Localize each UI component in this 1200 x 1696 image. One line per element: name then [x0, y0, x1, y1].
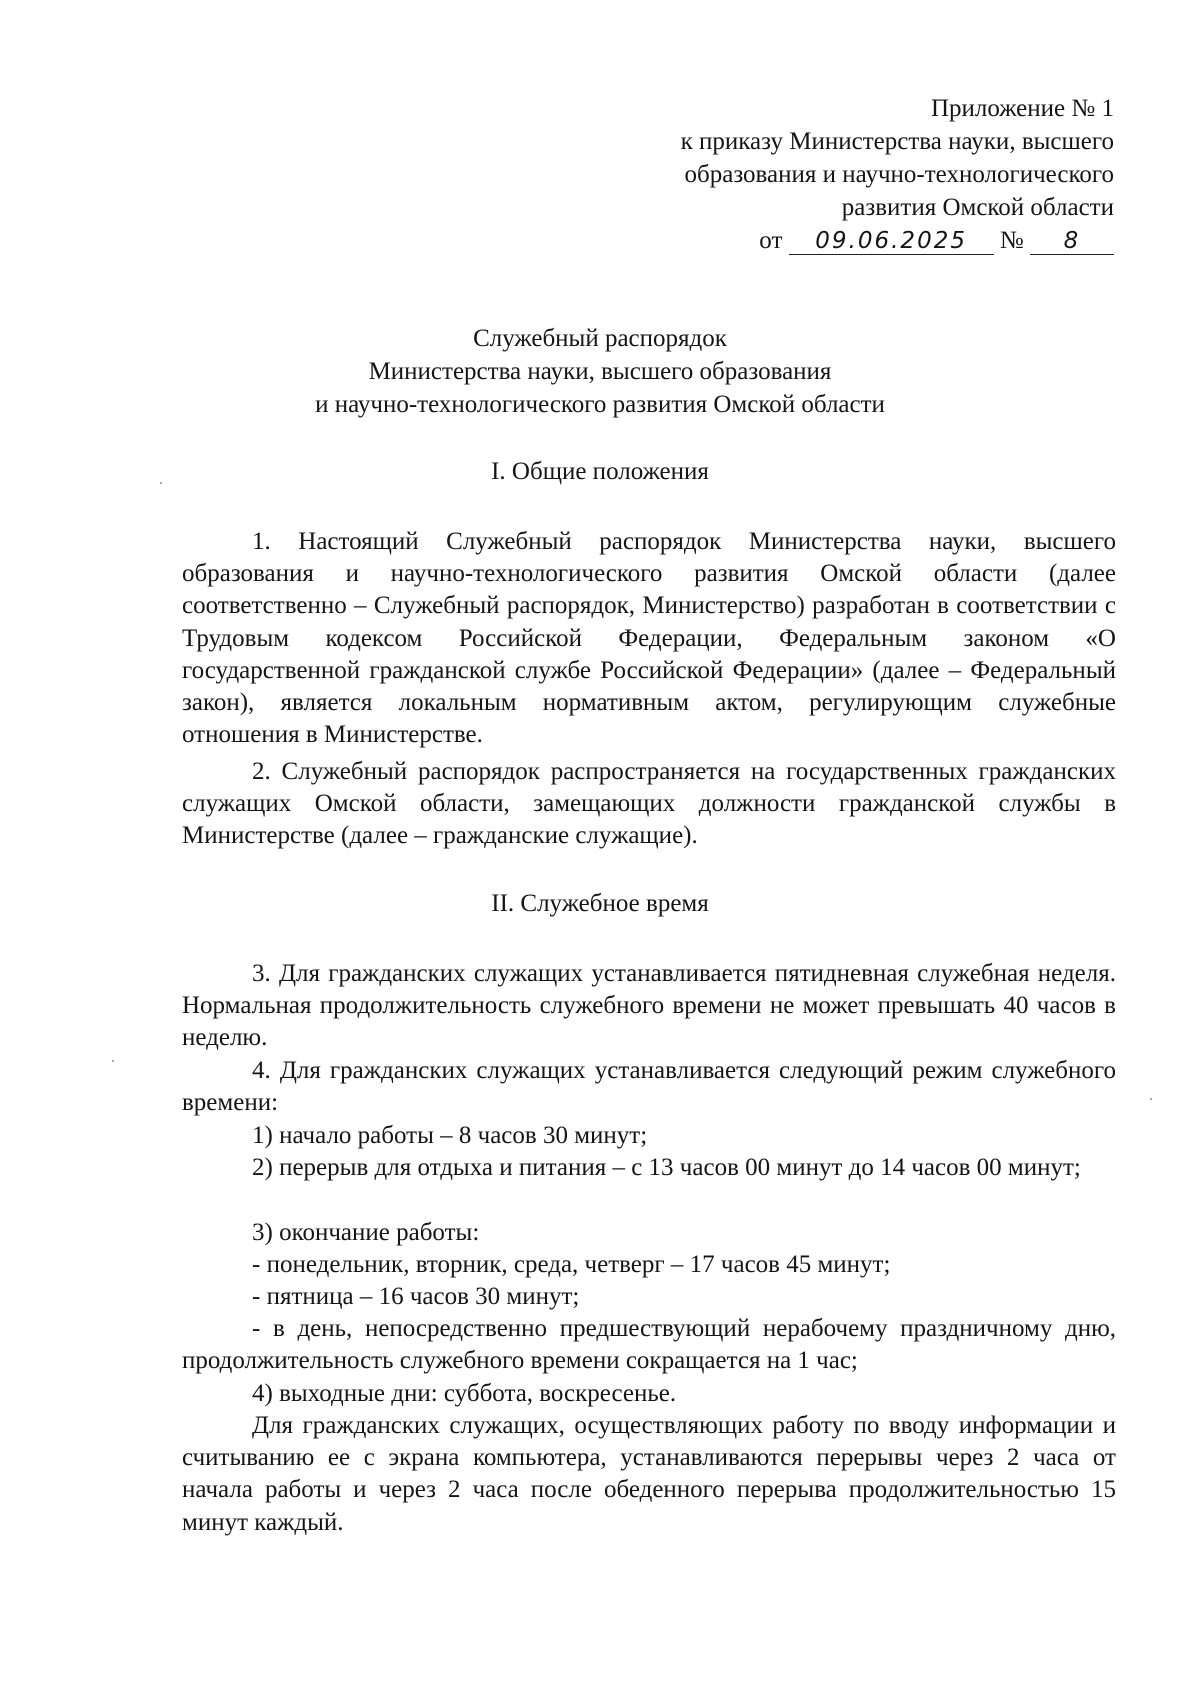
date-prefix: от: [759, 227, 783, 254]
paragraph-4: 4. Для гражданских служащих устанавливается следующий режим служебного времени:: [182, 1057, 1116, 1117]
appendix-line-4: развития Омской области: [841, 194, 1114, 221]
paragraph-3: 3. Для гражданских служащих устанавливается пятидневная служебная неделя. Нормальная продолжительность служебного времени не может превышать 40 часов в неделю.: [182, 960, 1116, 1052]
title-line-2: Министерства науки, высшего образования: [368, 358, 832, 385]
item-4-3a: - понедельник, вторник, среда, четверг – 17 часов 45 минут;: [252, 1251, 891, 1278]
appendix-line-2: к приказу Министерства науки, высшего: [680, 128, 1114, 155]
appendix-line-3: образования и научно-технологического: [684, 161, 1114, 188]
scan-speck: [112, 1060, 114, 1062]
paragraph-1: 1. Настоящий Служебный распорядок Министерства науки, высшего образования и научно-технологического развития Омской области (далее соответственно – Служебный распорядок, Министерство) разработан в соответствии с Трудовым кодексом Российской Федерации, Федеральным законом «О государственной гражданской службе Российской Федерации» (далее – Федеральный закон), является локальным нормативным актом, регулирующим служебные отношения в Министерстве.: [182, 528, 1116, 749]
appendix-header: [554, 92, 1114, 257]
handwritten-date: 09.06.2025: [789, 228, 994, 255]
paragraph-5: Для гражданских служащих, осуществляющих работу по вводу информации и считыванию ее с экрана компьютера, устанавливаются перерывы через 2 часа от начала работы и через 2 часа после обеденного перерыва продолжительностью 15 минут каждый.: [182, 1412, 1116, 1536]
scan-speck: [1150, 1098, 1152, 1100]
section-1-heading: I. Общие положения: [491, 458, 709, 485]
item-4-3: 3) окончание работы:: [252, 1219, 480, 1246]
item-4-3b: - пятница – 16 часов 30 минут;: [252, 1283, 580, 1310]
document-title: [0, 322, 1200, 421]
handwritten-number: 8: [1030, 228, 1114, 255]
item-4-2: 2) перерыв для отдыха и питания – с 13 часов 00 минут до 14 часов 00 минут;: [252, 1154, 1081, 1181]
title-line-1: Служебный распорядок: [473, 325, 727, 352]
item-4-1: 1) начало работы – 8 часов 30 минут;: [252, 1122, 648, 1149]
appendix-line-1: Приложение № 1: [930, 95, 1114, 122]
title-line-3: и научно-технологического развития Омской области: [315, 391, 885, 418]
item-4-3c: - в день, непосредственно предшествующий нерабочему праздничному дню, продолжительность служебного времени сокращается на 1 час;: [182, 1315, 1116, 1375]
appendix-order-line: [554, 224, 1114, 257]
scan-speck: [160, 482, 162, 484]
section-2-heading: II. Служебное время: [491, 890, 709, 917]
paragraph-2: 2. Служебный распорядок распространяется на государственных гражданских служащих Омской области, замещающих должности гражданской службы в Министерстве (далее – гражданские служащие).: [182, 758, 1116, 850]
item-4-4: 4) выходные дни: суббота, воскресенье.: [252, 1380, 677, 1407]
number-prefix: №: [999, 227, 1024, 254]
